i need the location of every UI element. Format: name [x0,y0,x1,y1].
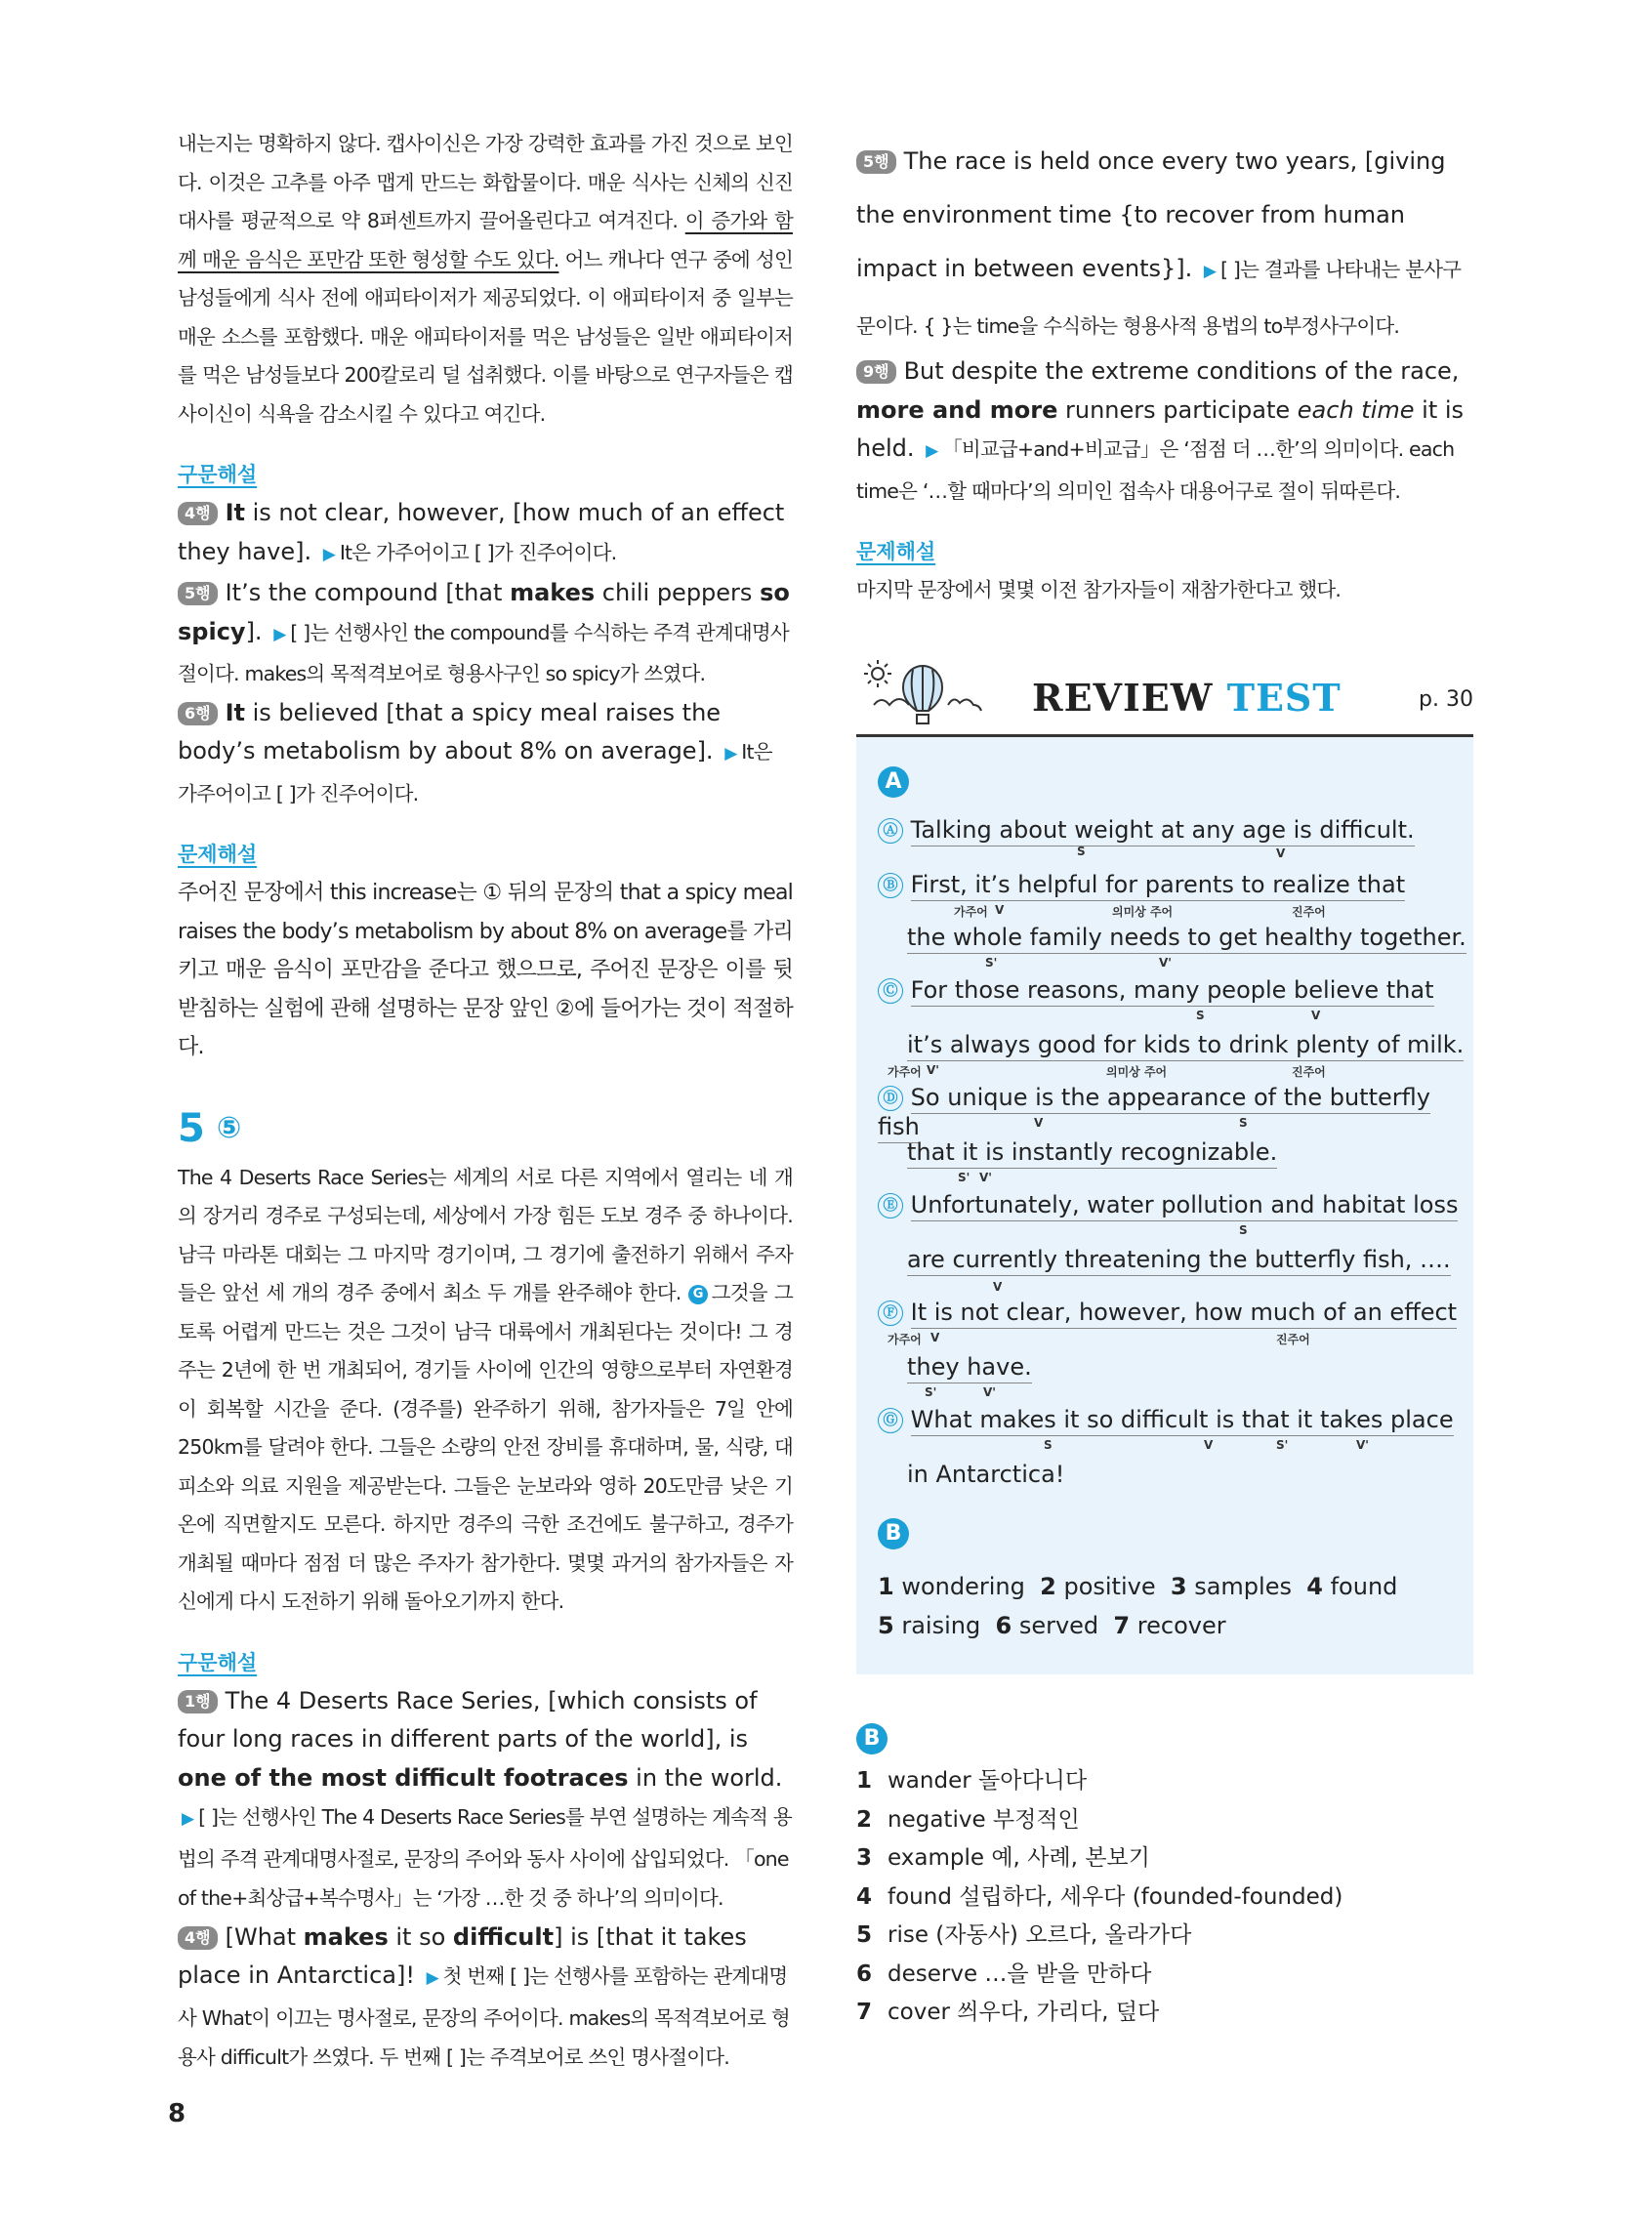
arrow-icon: ▶ [926,441,939,461]
problem-label: 문제해설 [178,843,258,866]
underlined-sentence: 이 증가와 함께 매운 음식은 포만감 또한 형성할 수도 있다. [178,209,793,271]
review-test-box: A Ⓐ Talking about weight at any age is difficult. S V Ⓑ First, it’s helpful for parents to realize that 가주어 V 의미상 주어 진주어 the whole family needs to get healthy together. S' V' Ⓒ For those reasons, many people believe that S V it’s always good for kids to drink plenty of milk. 가주어 V' 의미상 주어 진주어 Ⓓ So unique is the appearance of the butterfly fish V S that it is instantly recognizable. S' V' Ⓔ Unfortunately, water pollution and habitat loss S are currently threatening the butterfly fish, …. V Ⓕ It is not clear, however, how much of an effect 가주어 V 진주어 they have. S' V' Ⓖ What makes it so difficult is that it takes place S V S' V' in Antarctica! B 1 wondering 2 positive 3 samples 4 found 5 raising 6 served 7 recover [856,737,1473,1674]
review-item-b-line2: the whole family needs to get healthy together. [907,923,1466,952]
grammar-note-3: 6행 It is believed [that a spicy meal raises the body’s metabolism by about 8% on average]. ▶ It은 가주어이고 [ ]가 진주어이다. [178,698,772,805]
answer-circle: ⑤ [216,1110,242,1145]
review-item-d-line2: that it is instantly recognizable. [907,1137,1277,1167]
g-marker-icon: G [688,1285,708,1304]
review-test-header [856,656,1473,737]
arrow-icon: ▶ [322,544,336,564]
line-badge: 5행 [856,150,896,174]
grammar-note-7: 9행 But despite the extreme conditions of the race, more and more runners participate each time it is held. ▶ 「비교급+and+비교급」은 ‘점점 더 …한’의 의미이다. each time은 ‘…할 때마다’의 의미인 접속사 대용어구로 절이 뒤따른다. [856,357,1465,503]
line-badge: 5행 [178,582,218,605]
vocab-item: 1 wander 돌아다니다 [856,1768,1088,1794]
review-item-c-line2: it’s always good for kids to drink plenty of milk. [907,1030,1464,1059]
grammar-note-2: 5행 It’s the compound [that makes chili peppers so spicy]. ▶ [ ]는 선행사인 the compound를 수식하는 주격 관계대명사절이다. makes의 목적격보어로 형용사구인 so spicy가 쓰였다. [178,579,790,685]
review-item-d: Ⓓ So unique is the appearance of the butterfly fish [878,1083,1464,1141]
vocab-item: 3 example 예, 사례, 본보기 [856,1845,1150,1871]
left-column [178,125,793,2078]
line-badge: 1행 [178,1690,218,1713]
review-item-b: Ⓑ First, it’s helpful for parents to realize that [878,870,1464,899]
page-reference: p. 30 [1419,687,1473,712]
hot-air-balloon-icon [864,656,991,734]
line-badge: 4행 [178,502,218,525]
vocab-item: 4 found 설립하다, 세우다 (founded-founded) [856,1883,1343,1910]
grammar-note-4: 1행 The 4 Deserts Race Series, [which consists of four long races in different parts of the world], is one of the most difficult footraces in the world. ▶ [ ]는 선행사인 The 4 Deserts Race Series를 부연 설명하는 계속적 용법의 주격 관계대명사절로, 문장의 주어와 동사 사이에 삽입되었다. 「one of the+최상급+복수명사」는 ‘가장 …한 것 중 하나’의 의미이다. [178,1686,792,1910]
review-item-f-line2: they have. [907,1352,1032,1382]
arrow-icon: ▶ [273,624,287,644]
problem-label: 문제해설 [856,540,936,563]
right-column [856,135,1473,610]
vocab-item: 5 rise (자동사) 오르다, 올라가다 [856,1922,1192,1948]
grammar-note-5: 4행 [What makes it so difficult] is [that it takes place in Antarctica]! ▶ 첫 번째 [ ]는 선행사를 포함하는 관계대명사 What이 이끄는 명사절로, 문장의 주어이다. makes의 목적격보어로 형용사 difficult가 쓰였다. 두 번째 [ ]는 주격보어로 쓰인 명사절이다. [178,1922,790,2069]
review-item-e: Ⓔ Unfortunately, water pollution and habitat loss [878,1190,1464,1219]
line-badge: 6행 [178,702,218,725]
review-item-g: Ⓖ What makes it so difficult is that it takes place [878,1405,1464,1434]
line-badge: 9행 [856,360,896,384]
grammar-label: 구문해설 [178,463,258,486]
vocab-list [856,1762,1473,2033]
arrow-icon: ▶ [1203,262,1217,281]
question-5-heading: 5 ⑤ [178,1105,242,1151]
grammar-label: 구문해설 [178,1650,258,1674]
page-number: 8 [168,2099,186,2128]
answers-b-row2: 5 raising 6 served 7 recover [878,1612,1226,1639]
translation-paragraph: 내는지는 명확하지 않다. 캡사이신은 가장 강력한 효과를 가진 것으로 보인다. 이것은 고추를 아주 맵게 만드는 화합물이다. 매운 식사는 신체의 신진대사를 평균적으로 약 8퍼센트까지 끌어올린다고 여겨진다. 이 증가와 함께 매운 음식은 포만감 또한 형성할 수도 있다. 어느 캐나다 연구 중에 성인 남성들에게 식사 전에 애피타이저가 제공되었다. 이 애피타이저 중 일부는 매운 소스를 포함했다. 매운 애피타이저를 먹은 남성들은 일반 애피타이저를 먹은 남성들보다 200칼로리 덜 섭취했다. 이를 바탕으로 연구자들은 캡사이신이 식욕을 감소시킬 수 있다고 여긴다. [178,132,793,426]
review-item-a: Ⓐ Talking about weight at any age is difficult. [878,815,1464,845]
section-b2-badge: B [856,1723,888,1754]
arrow-icon: ▶ [182,1809,195,1829]
problem-explanation: 마지막 문장에서 몇몇 이전 참가자들이 재참가한다고 했다. [856,578,1342,601]
review-item-g-line2: in Antarctica! [907,1461,1065,1488]
section-b-badge: B [878,1518,909,1549]
grammar-note-1: 4행 It is not clear, however, [how much of an effect they have]. ▶ It은 가주어이고 [ ]가 진주어이다. [178,499,785,565]
review-item-f: Ⓕ It is not clear, however, how much of an effect [878,1298,1464,1327]
vocab-item: 7 cover 씌우다, 가리다, 덮다 [856,2000,1160,2025]
vocab-section [856,1723,1473,2033]
review-item-e-line2: are currently threatening the butterfly fish, …. [907,1245,1451,1274]
review-item-c: Ⓒ For those reasons, many people believe that [878,975,1464,1005]
review-test-title: REVIEW TEST [1032,676,1342,720]
translation-paragraph-5: The 4 Deserts Race Series는 세계의 서로 다른 지역에서 열리는 네 개의 장거리 경주로 구성되는데, 세상에서 가장 힘든 도보 경주 중 하나이다. 남극 마라톤 대회는 그 마지막 경기이며, 그 경기에 출전하기 위해서 주자들은 앞선 세 개의 경주 중에서 최소 두 개를 완주해야 한다. G 그것을 그토록 어렵게 만드는 것은 그것이 남극 대륙에서 개최된다는 것이다! 그 경주는 2년에 한 번 개최되어, 경기들 사이에 인간의 영향으로부터 자연환경이 회복할 시간을 준다. (경주를) 완주하기 위해, 참가자들은 7일 안에 250km를 달려야 한다. 그들은 소량의 안전 장비를 휴대하며, 물, 식량, 대피소와 의료 지원을 제공받는다. 그들은 눈보라와 영하 20도만큼 낮은 기온에 직면할지도 모른다. 하지만 경주의 극한 조건에도 불구하고, 경주가 개최될 때마다 점점 더 많은 주자가 참가한다. 몇몇 과거의 참가자들은 자신에게 다시 도전하기 위해 돌아오기까지 한다. [178,1165,793,1613]
vocab-item: 6 deserve …을 받을 만하다 [856,1961,1152,1987]
arrow-icon: ▶ [426,1968,439,1988]
grammar-note-6: 5행 The race is held once every two years, [giving the environment time {to recover from human impact in between events}]. ▶ [ ]는 결과를 나타내는 분사구문이다. { }는 time을 수식하는 형용사적 용법의 to부정사구이다. [856,147,1462,338]
problem-explanation: 주어진 문장에서 this increase는 ① 뒤의 문장의 that a spicy meal raises the body’s metabolism by about 8% on average를 가리키고 매운 음식이 포만감을 준다고 했으므로, 주어진 문장은 이를 뒷받침하는 실험에 관해 설명하는 문장 앞인 ②에 들어가는 것이 적절하다. [178,881,793,1059]
section-a-badge: A [878,766,909,798]
line-badge: 4행 [178,1926,218,1950]
vocab-item: 2 negative 부정적인 [856,1806,1080,1833]
answers-b-row1: 1 wondering 2 positive 3 samples 4 found [878,1573,1398,1600]
arrow-icon: ▶ [724,744,738,764]
